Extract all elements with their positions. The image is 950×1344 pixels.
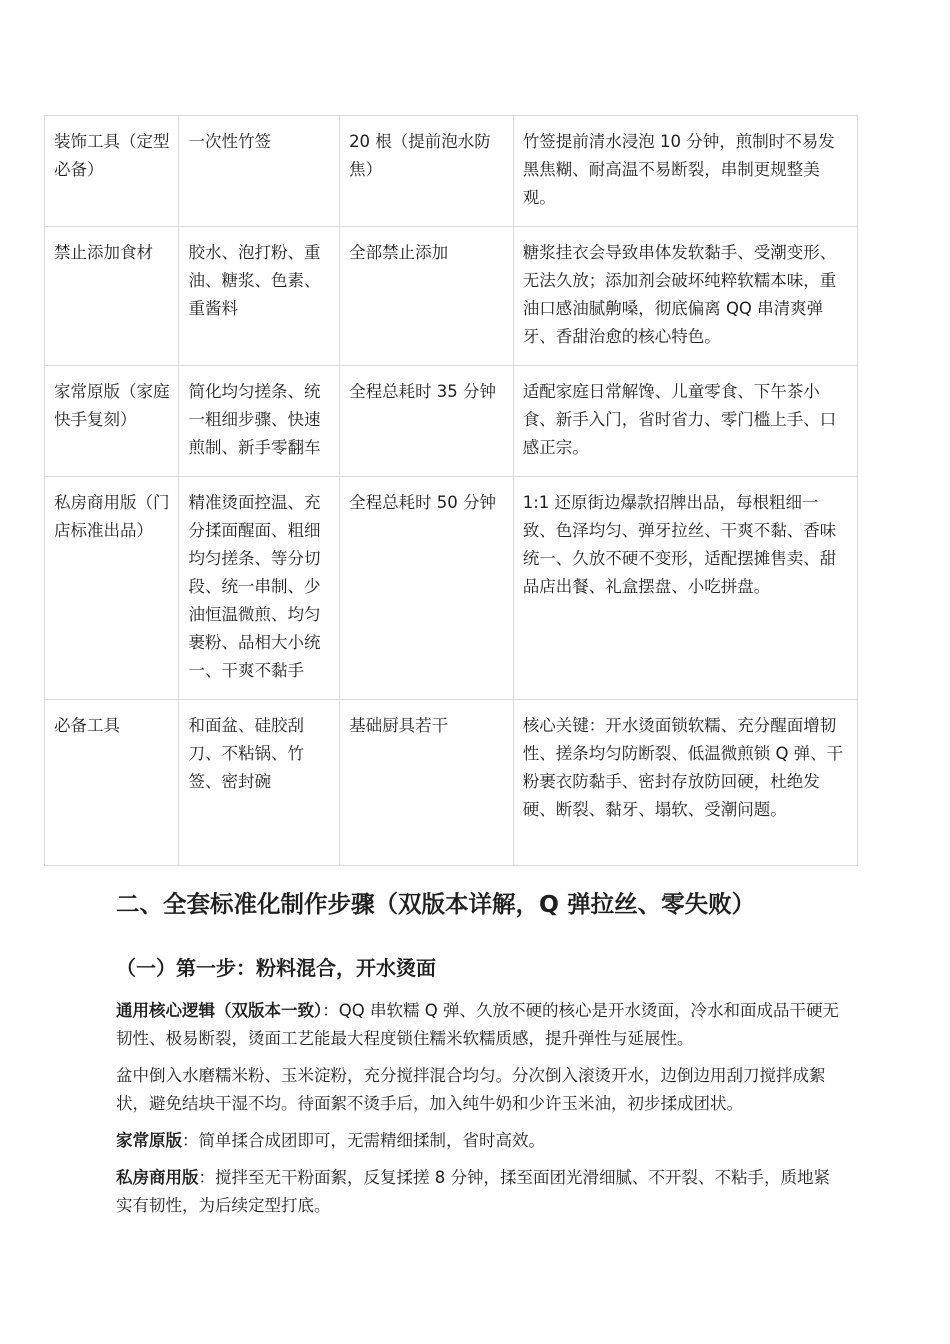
table-cell: 核心关键：开水烫面锁软糯、充分醒面增韧性、搓条均匀防断裂、低温微煎锁 Q 弹、干粉裹衣防黏手、密封存放防回硬，杜绝发硬、断裂、黏牙、塌软、受潮问题。 (513, 700, 857, 866)
table-row (45, 366, 858, 477)
home-version-text: ：简单揉合成团即可，无需精细揉制，省时高效。 (182, 1131, 545, 1150)
home-version-paragraph (116, 1127, 841, 1155)
table-row (45, 700, 858, 866)
table-cell: 适配家庭日常解馋、儿童零食、下午茶小食、新手入门，省时省力、零门槛上手、口感正宗。 (513, 366, 857, 477)
commercial-version-paragraph (116, 1164, 841, 1220)
table-cell: 基础厨具若干 (340, 700, 514, 866)
table-cell: 禁止添加食材 (45, 227, 179, 366)
commercial-version-label: 私房商用版 (116, 1168, 199, 1187)
table-cell: 全程总耗时 35 分钟 (340, 366, 514, 477)
table-cell: 和面盆、硅胶刮刀、不粘锅、竹签、密封碗 (179, 700, 340, 866)
commercial-version-text: ：搅拌至无干粉面絮，反复揉搓 8 分钟，揉至面团光滑细腻、不开裂、不粘手，质地紧实有韧性，为后续定型打底。 (116, 1168, 830, 1215)
core-logic-paragraph (116, 997, 841, 1053)
table-row (45, 116, 858, 227)
table-cell: 必备工具 (45, 700, 179, 866)
table-row (45, 227, 858, 366)
table-cell: 胶水、泡打粉、重油、糖浆、色素、重酱料 (179, 227, 340, 366)
table-row (45, 477, 858, 700)
core-logic-label: 通用核心逻辑（双版本一致） (116, 1001, 323, 1020)
table-cell: 糖浆挂衣会导致串体发软黏手、受潮变形、无法久放；添加剂会破坏纯粹软糯本味，重油口感油腻齁嗓，彻底偏离 QQ 串清爽弹牙、香甜治愈的核心特色。 (513, 227, 857, 366)
table-cell: 简化均匀搓条、统一粗细步骤、快速煎制、新手零翻车 (179, 366, 340, 477)
section-heading: 二、全套标准化制作步骤（双版本详解，Q 弹拉丝、零失败） (116, 890, 756, 918)
home-version-label: 家常原版 (116, 1131, 182, 1150)
mixing-paragraph: 盆中倒入水磨糯米粉、玉米淀粉，充分搅拌混合均匀。分次倒入滚烫开水，边倒边用刮刀搅拌成絮状，避免结块干湿不均。待面絮不烫手后，加入纯牛奶和少许玉米油，初步揉成团状。 (116, 1066, 826, 1113)
table-cell: 全部禁止添加 (340, 227, 514, 366)
table-cell: 家常原版（家庭快手复刻） (45, 366, 179, 477)
table-cell: 竹签提前清水浸泡 10 分钟，煎制时不易发黑焦糊、耐高温不易断裂，串制更规整美观。 (513, 116, 857, 227)
table-cell: 私房商用版（门店标准出品） (45, 477, 179, 700)
table-cell: 20 根（提前泡水防焦） (340, 116, 514, 227)
step-subheading: （一）第一步：粉料混合，开水烫面 (116, 956, 436, 980)
table-cell: 一次性竹签 (179, 116, 340, 227)
core-logic-text: ：QQ 串软糯 Q 弹、久放不硬的核心是开水烫面，冷水和面成品干硬无韧性、极易断裂，烫面工艺能最大程度锁住糯米软糯质感，提升弹性与延展性。 (116, 1001, 839, 1048)
table-cell: 全程总耗时 50 分钟 (340, 477, 514, 700)
table-cell: 精准烫面控温、充分揉面醒面、粗细均匀搓条、等分切段、统一串制、少油恒温微煎、均匀裹粉、品相大小统一、干爽不黏手 (179, 477, 340, 700)
table-cell: 1:1 还原街边爆款招牌出品，每根粗细一致、色泽均匀、弹牙拉丝、干爽不黏、香味统一、久放不硬不变形，适配摆摊售卖、甜品店出餐、礼盒摆盘、小吃拼盘。 (513, 477, 857, 700)
ingredients-table (44, 115, 858, 866)
table-cell: 装饰工具（定型必备） (45, 116, 179, 227)
